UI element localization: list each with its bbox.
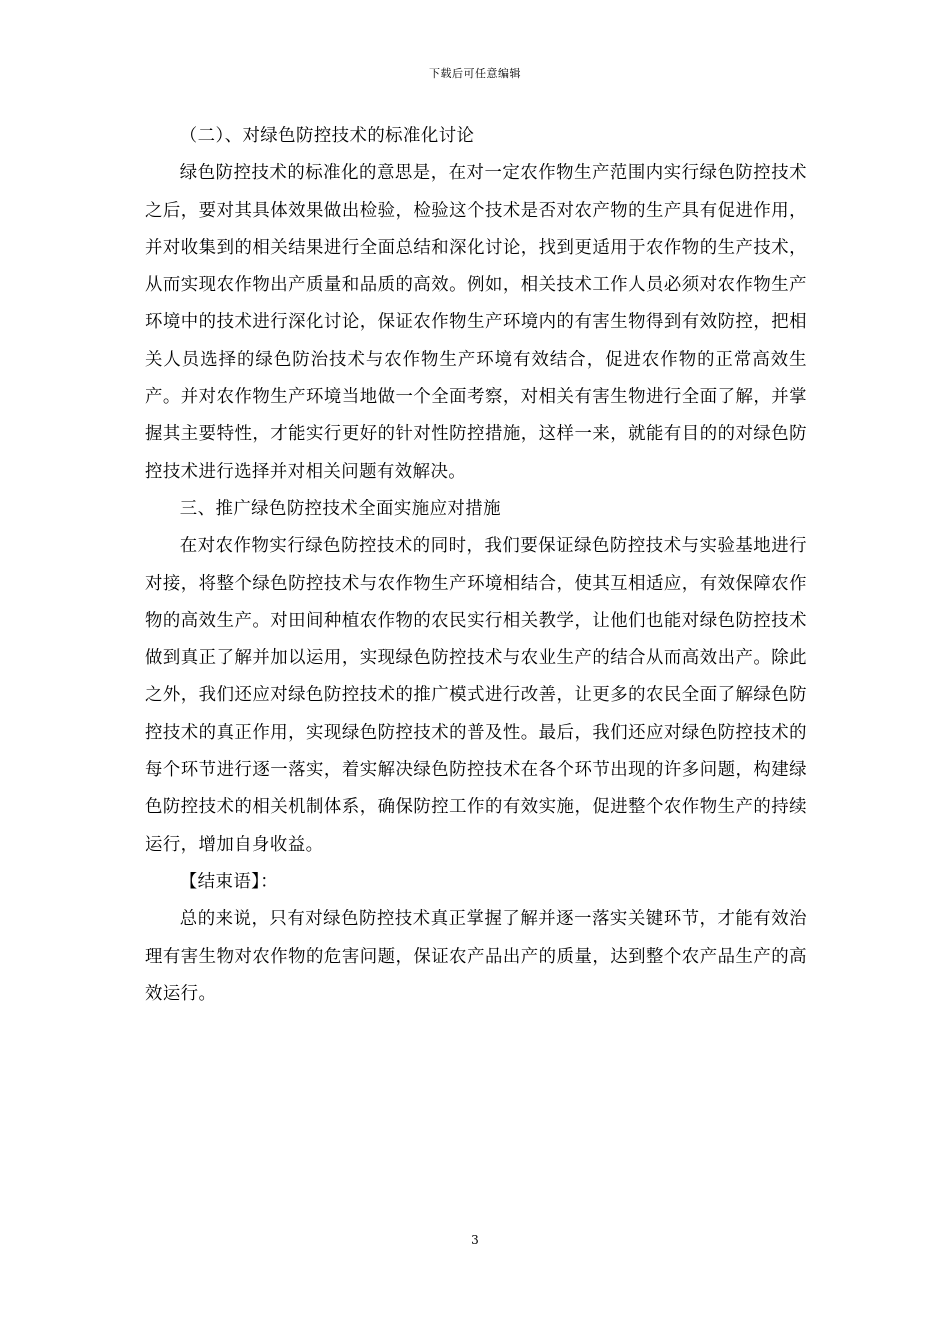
document-body — [145, 118, 807, 1013]
paragraph-promotion: 在对农作物实行绿色防控技术的同时，我们要保证绿色防控技术与实验基地进行对接，将整个绿色防控技术与农作物生产环境相结合，使其互相适应，有效保障农作物的高效生产。对田间种植农作物的农民实行相关教学，让他们也能对绿色防控技术做到真正了解并加以运用，实现绿色防控技术与农业生产的结合从而高效出产。除此之外，我们还应对绿色防控技术的推广模式进行改善，让更多的农民全面了解绿色防控技术的真正作用，实现绿色防控技术的普及性。最后，我们还应对绿色防控技术的每个环节进行逐一落实，着实解决绿色防控技术在各个环节出现的许多问题，构建绿色防控技术的相关机制体系，确保防控工作的有效实施，促进整个农作物生产的持续运行，增加自身收益。 — [145, 536, 807, 855]
section-heading-standardization: （二）、对绿色防控技术的标准化讨论 — [179, 126, 475, 146]
section-heading-conclusion: 【结束语】： — [179, 871, 279, 892]
paragraph-standardization: 绿色防控技术的标准化的意思是，在对一定农作物生产范围内实行绿色防控技术之后，要对其具体效果做出检验，检验这个技术是否对农产物的生产具有促进作用，并对收集到的相关结果进行全面总结和深化讨论，找到更适用于农作物的生产技术，从而实现农作物出产质量和品质的高效。例如，相关技术工作人员必须对农作物生产环境中的技术进行深化讨论，保证农作物生产环境内的有害生物得到有效防控，把相关人员选择的绿色防治技术与农作物生产环境有效结合，促进农作物的正常高效生产。并对农作物生产环境当地做一个全面考察，对相关有害生物进行全面了解，并掌握其主要特性，才能实行更好的针对性防控措施，这样一来，就能有目的的对绿色防控技术进行选择并对相关问题有效解决。 — [145, 163, 807, 482]
paragraph-conclusion: 总的来说，只有对绿色防控技术真正掌握了解并逐一落实关键环节，才能有效治理有害生物对农作物的危害问题，保证农产品出产的质量，达到整个农产品生产的高效运行。 — [145, 909, 807, 1004]
page-number: 3 — [471, 1233, 479, 1247]
page-header: 下载后可任意编辑 — [429, 67, 521, 80]
section-heading-promotion: 三、推广绿色防控技术全面实施应对措施 — [179, 498, 501, 519]
